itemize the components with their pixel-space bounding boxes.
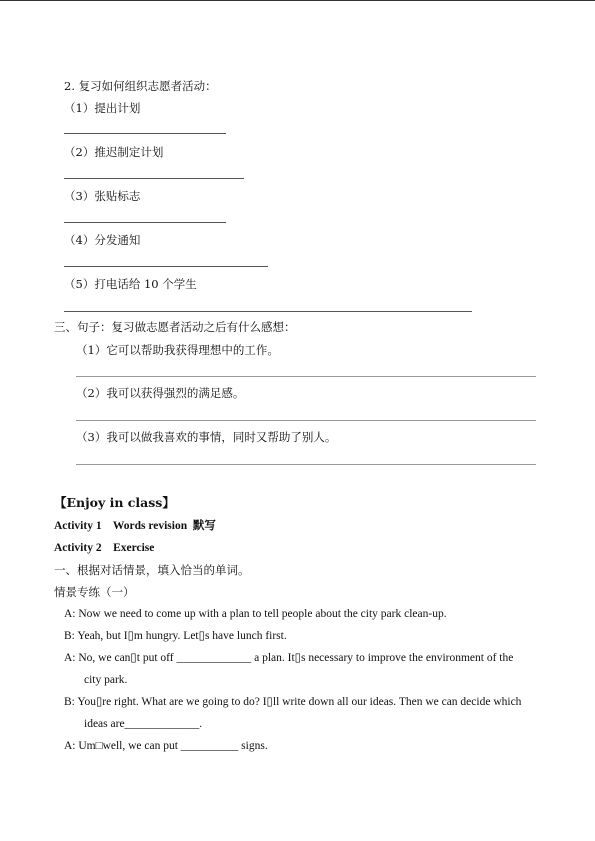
scene-title: 情景专练（一） [54,585,135,599]
review-list-item: （5）打电话给 10 个学生 [64,277,197,291]
review-item2-title: 2. 复习如何组织志愿者活动： [64,79,217,93]
sentence-item: （1）它可以帮助我获得理想中的工作。 [76,343,279,357]
section3-title: 三、句子：复习做志愿者活动之后有什么感想： [54,320,296,334]
answer-blank-line[interactable] [64,311,472,312]
sentence-item: （3）我可以做我喜欢的事情，同时又帮助了别人。 [76,430,337,444]
answer-blank-line[interactable] [64,222,226,223]
answer-blank-line[interactable] [64,133,226,134]
dialogue-line: B: You▯re right. What are we going to do? I▯ll write down all our ideas. Then we can decide which [64,696,522,708]
answer-blank-line[interactable] [64,178,244,179]
review-list-item: （2）推迟制定计划 [64,145,164,159]
dialogue-line: ideas are_____________. [84,718,203,730]
dialogue-line: city park. [84,674,128,686]
sentence-item: （2）我可以获得强烈的满足感。 [76,386,245,400]
page-top-border [0,0,595,1]
dialogue-line: A: Um□well, we can put __________ signs. [64,740,268,752]
dialogue-line: B: Yeah, but I▯m hungry. Let▯s have lunch first. [64,630,287,642]
answer-blank-line[interactable] [76,376,536,377]
review-list-item: （1）提出计划 [64,101,141,115]
answer-blank-line[interactable] [64,266,268,267]
dialogue-line: A: No, we can▯t put off _____________ a plan. It▯s necessary to improve the environment of the [64,652,514,664]
answer-blank-line[interactable] [76,420,536,421]
enjoy-in-class-header: 【Enjoy in class】 [54,495,175,510]
review-list-item: （4）分发通知 [64,233,141,247]
answer-blank-line[interactable] [76,464,536,465]
review-list-item: （3）张贴标志 [64,189,141,203]
activity1-heading: Activity 1 Words revision 默写 [54,520,216,532]
activity2-heading: Activity 2 Exercise [54,542,155,554]
dialogue-line: A: Now we need to come up with a plan to tell people about the city park clean-up. [64,608,447,620]
exercise-instruction: 一、根据对话情景，填入恰当的单词。 [54,563,250,577]
